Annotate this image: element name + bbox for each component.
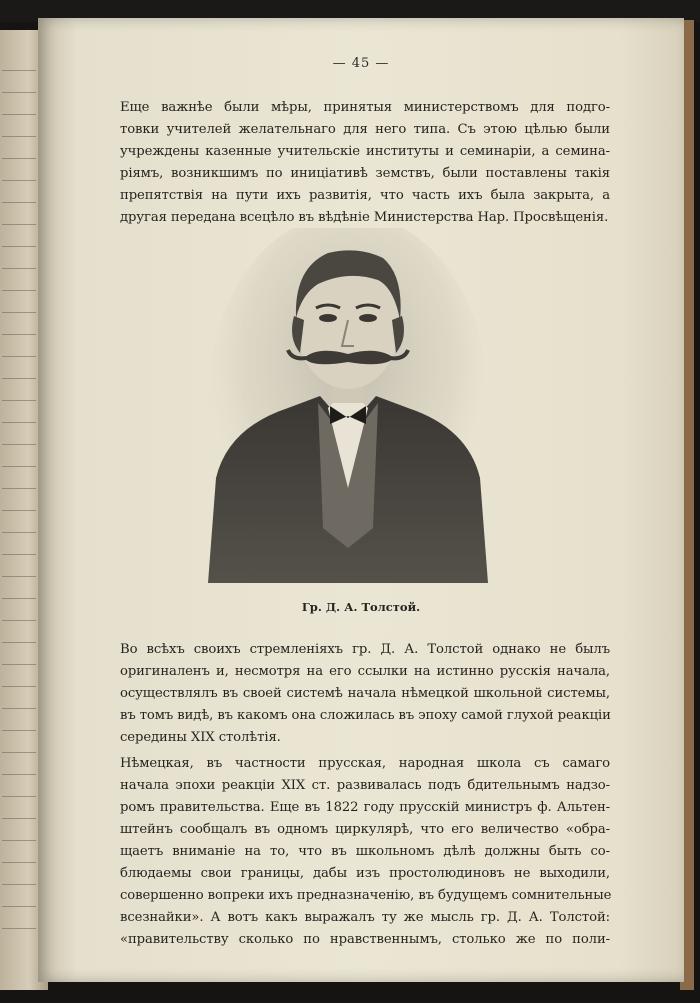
- portrait-engraving: [208, 228, 488, 583]
- text-line: штейнъ сообщалъ въ одномъ циркулярѣ, что его величество «обра-: [120, 822, 610, 837]
- text-line: осуществлялъ въ своей системѣ начала нѣмецкой школьной системы,: [120, 686, 610, 701]
- text-line: ріямъ, возникшимъ по иниціативѣ земствъ, были поставлены такія: [120, 166, 610, 181]
- book-page: [38, 18, 684, 982]
- text-line: совершенно вопреки ихъ предназначенію, въ будущемъ сомнительные: [120, 888, 612, 903]
- text-line: другая передана всецѣло въ вѣдѣніе Министерства Нар. Просвѣщенія.: [120, 210, 609, 225]
- text-line: Еще важнѣе были мѣры, принятыя министерствомъ для подго-: [120, 100, 610, 115]
- text-line: всезнайки». А вотъ какъ выражалъ ту же мысль гр. Д. А. Толстой:: [120, 910, 610, 925]
- text-line: щаетъ вниманіе на то, что въ школьномъ дѣлѣ должны быть со-: [120, 844, 610, 859]
- text-line: середины XIX столѣтія.: [120, 730, 281, 745]
- text-line: оригиналенъ и, несмотря на его ссылки на истинно русскія начала,: [120, 664, 610, 679]
- page-number: — 45 —: [332, 56, 390, 71]
- text-line: начала эпохи реакціи XIX ст. развивалась подъ бдительнымъ надзо-: [120, 778, 610, 793]
- text-line: учреждены казенные учительскіе институты и семинаріи, а семина-: [120, 144, 610, 159]
- text-line: Во всѣхъ своихъ стремленіяхъ гр. Д. А. Толстой однако не былъ: [120, 642, 610, 657]
- text-line: блюдаемы свои границы, дабы изъ простолюдиновъ не выходили,: [120, 866, 610, 881]
- text-line: ромъ правительства. Еще въ 1822 году прусскій министръ ф. Альтен-: [120, 800, 610, 815]
- text-line: Нѣмецкая, въ частности прусская, народная школа съ самаго: [120, 756, 610, 771]
- portrait-caption: Гр. Д. А. Толстой.: [301, 600, 421, 614]
- text-line: въ томъ видѣ, въ какомъ она сложилась въ эпоху самой глухой реакціи: [120, 708, 611, 723]
- text-line: «правительству сколько по нравственнымъ, столько же по поли-: [120, 932, 610, 947]
- text-line: товки учителей желательнаго для него типа. Съ этою цѣлью были: [120, 122, 610, 137]
- text-line: препятствія на пути ихъ развитія, что часть ихъ была закрыта, а: [120, 188, 610, 203]
